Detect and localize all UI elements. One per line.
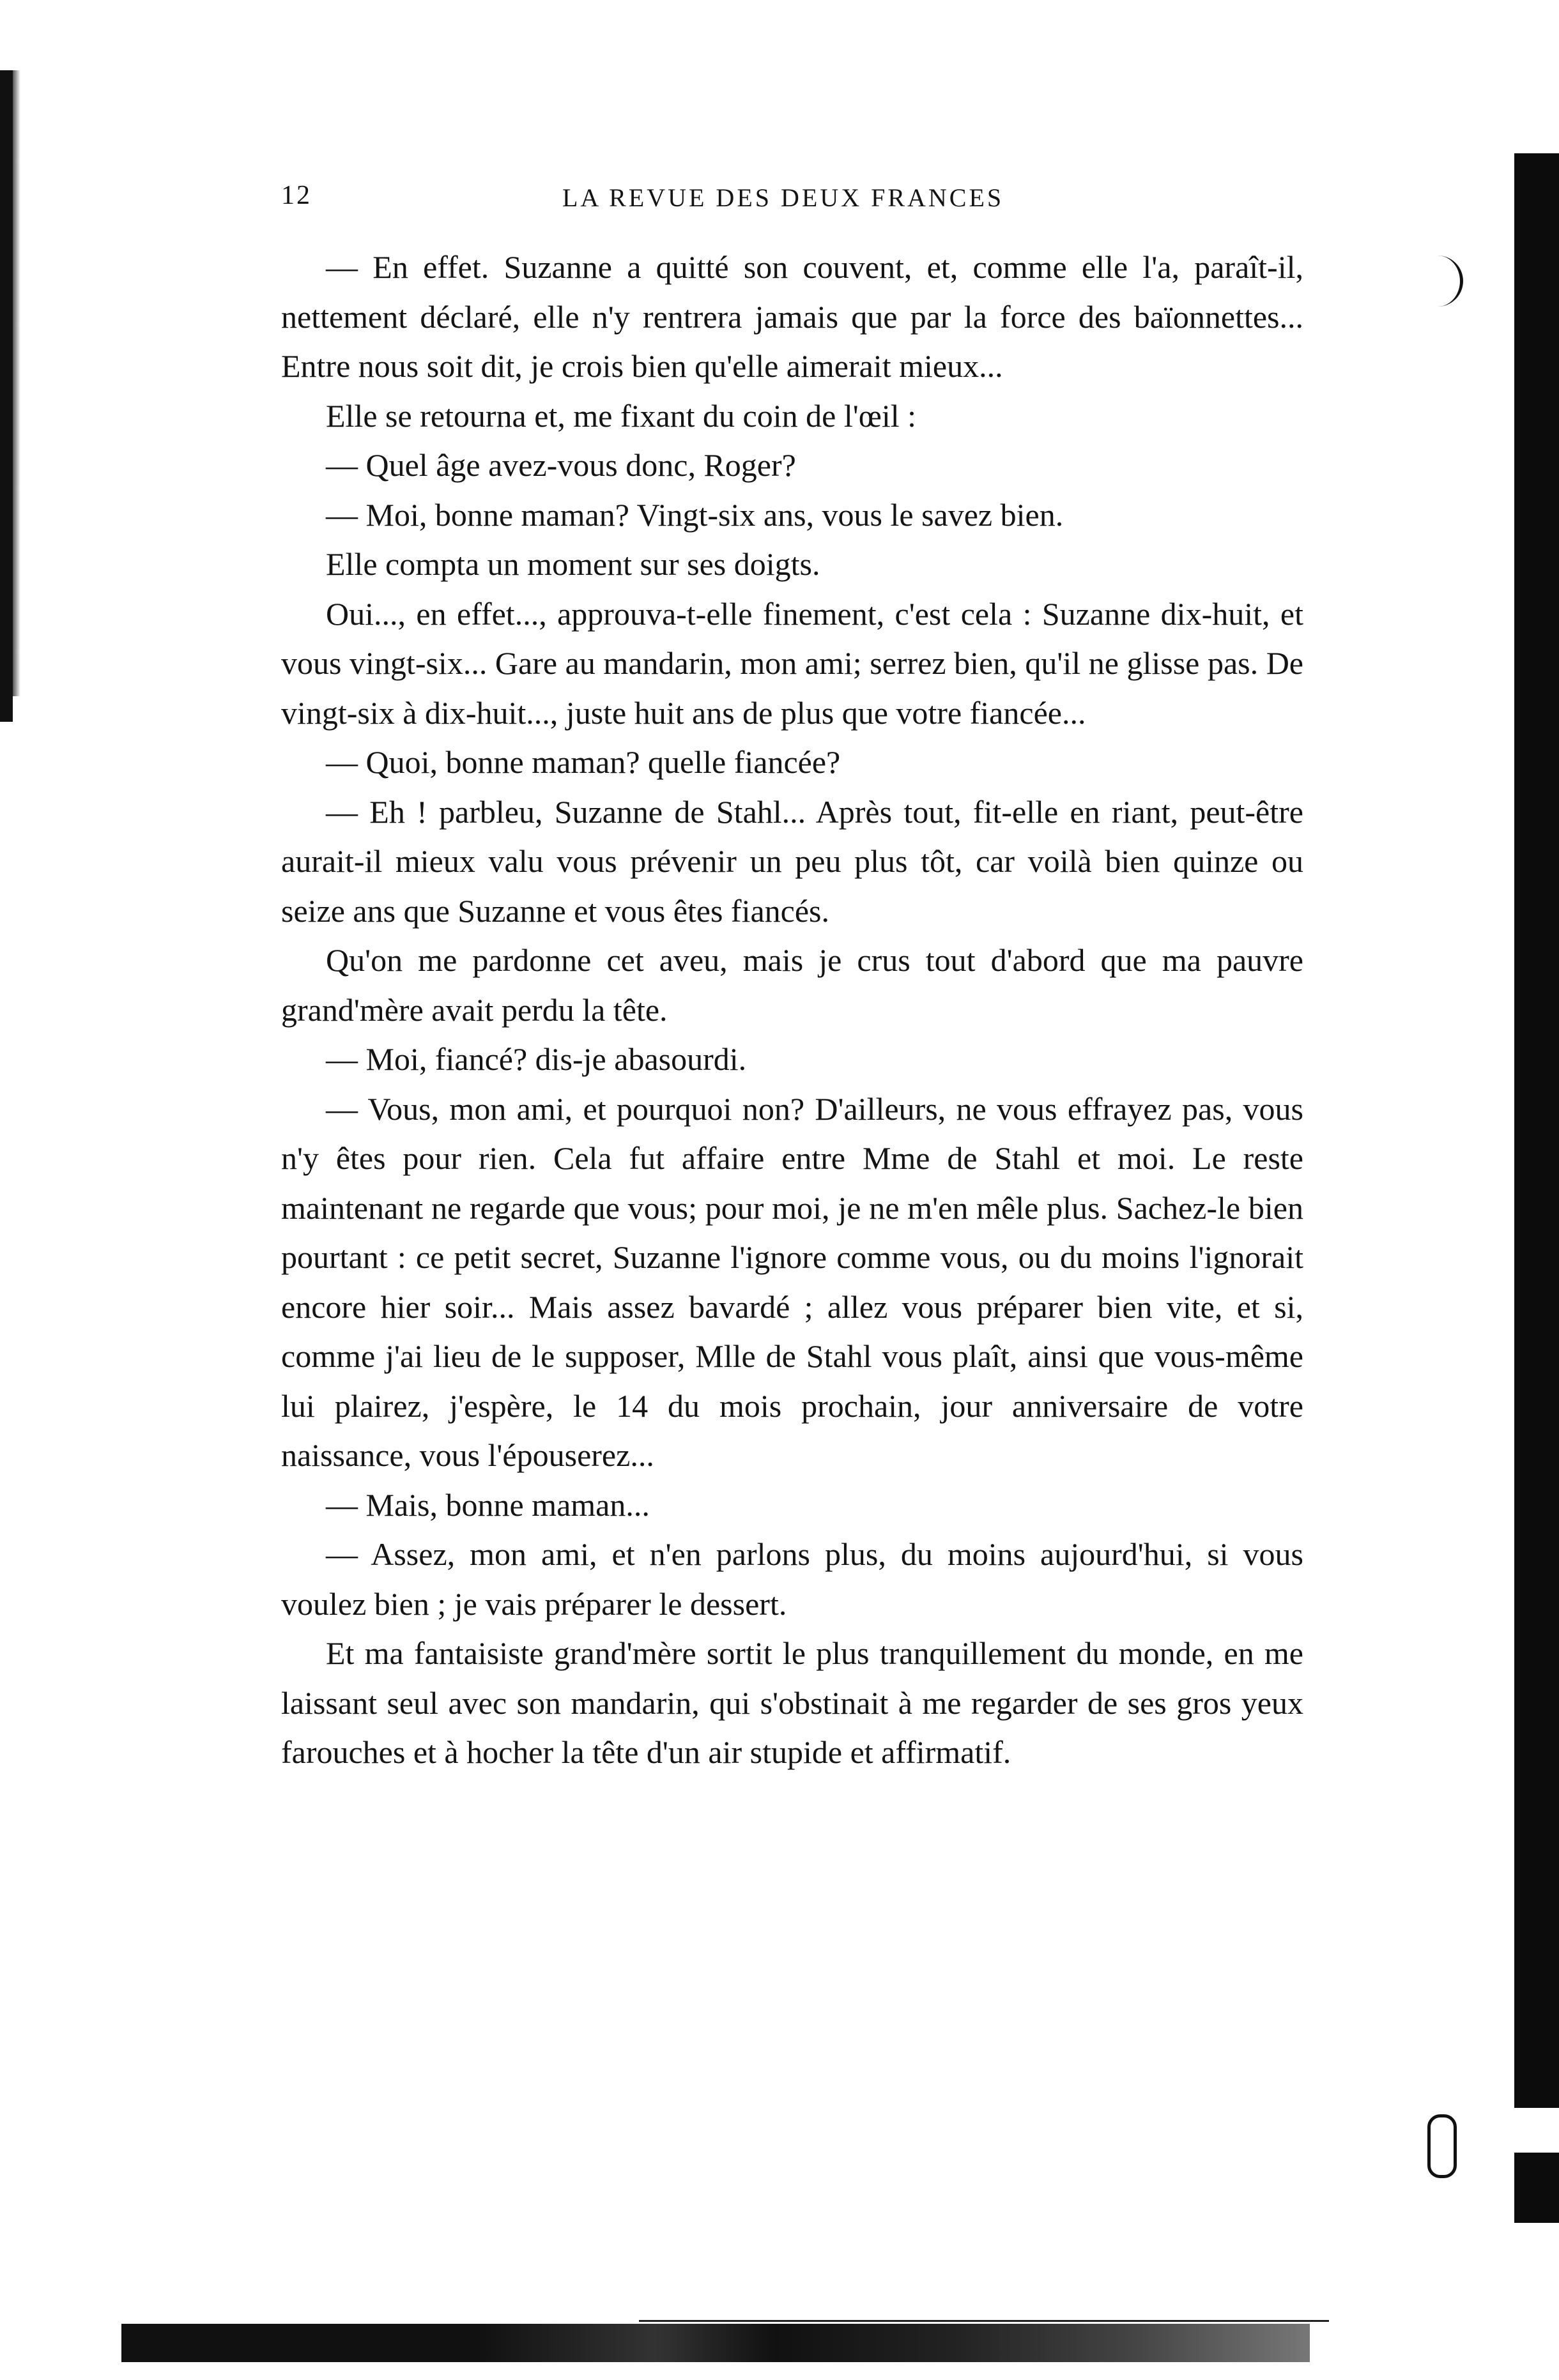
page-number: 12 xyxy=(281,181,312,210)
scan-edge-right xyxy=(1514,153,1559,2223)
paragraph: — Mais, bonne maman... xyxy=(326,1486,650,1523)
margin-bracket-mark xyxy=(1434,256,1463,307)
paragraph: — Quel âge avez-vous donc, Roger? xyxy=(326,447,796,483)
paragraph: — En effet. Suzanne a quitté son couvent, et, comme elle l'a, paraît-il, nettement déclaré, elle n'y rentrera jamais que par la force des baïonnettes... Entre nous soit dit, je crois bien qu'elle aimerait mieux... xyxy=(281,249,1303,384)
running-title: LA REVUE DES DEUX FRANCES xyxy=(562,183,1004,212)
page-header xyxy=(281,180,1303,218)
paragraph: Elle compta un moment sur ses doigts. xyxy=(326,546,820,582)
paragraph: — Assez, mon ami, et n'en parlons plus, du moins aujourd'hui, si vous voulez bien ; je vais préparer le dessert. xyxy=(281,1536,1303,1622)
paragraph: — Eh ! parbleu, Suzanne de Stahl... Après tout, fit-elle en riant, peut-être aurait-il mieux valu vous prévenir un peu plus tôt, car voilà bien quinze ou seize ans que Suzanne et vous êtes fiancés. xyxy=(281,793,1303,929)
scan-edge-right-gap xyxy=(1514,2108,1559,2153)
paragraph: — Quoi, bonne maman? quelle fiancée? xyxy=(326,744,841,780)
scan-edge-left xyxy=(0,70,13,722)
paragraph: — Moi, bonne maman? Vingt-six ans, vous le savez bien. xyxy=(326,496,1064,533)
scan-edge-bottom xyxy=(121,2324,1310,2362)
paragraph: Oui..., en effet..., approuva-t-elle finement, c'est cela : Suzanne dix-huit, et vous vingt-six... Gare au mandarin, mon ami; serrez bien, qu'il ne glisse pas. De vingt-six à dix-huit..., juste huit ans de plus que votre fiancée... xyxy=(281,595,1303,731)
scan-edge-left-shadow xyxy=(13,70,20,696)
page-text xyxy=(281,243,1303,1778)
paragraph: — Moi, fiancé? dis-je abasourdi. xyxy=(326,1041,747,1077)
margin-ink-mark xyxy=(1427,2114,1457,2178)
scan-edge-bottom-line xyxy=(639,2320,1329,2322)
paragraph: — Vous, mon ami, et pourquoi non? D'ailleurs, ne vous effrayez pas, vous n'y êtes pour rien. Cela fut affaire entre Mme de Stahl et moi. Le reste maintenant ne regarde que vous; pour moi, je ne m'en mêle plus. Sachez-le bien pourtant : ce petit secret, Suzanne l'ignore comme vous, ou du moins l'ignorait encore hier soir... Mais assez bavardé ; allez vous préparer bien vite, et si, comme j'ai lieu de le supposer, Mlle de Stahl vous plaît, ainsi que vous-même lui plairez, j'espère, le 14 du mois prochain, jour anniversaire de votre naissance, vous l'épouserez... xyxy=(281,1090,1303,1473)
paragraph: Qu'on me pardonne cet aveu, mais je crus tout d'abord que ma pauvre grand'mère avait perdu la tête. xyxy=(281,942,1303,1028)
paragraph: Et ma fantaisiste grand'mère sortit le plus tranquillement du monde, en me laissant seul avec son mandarin, qui s'obstinait à me regarder de ses gros yeux farouches et à hocher la tête d'un air stupide et affirmatif. xyxy=(281,1635,1303,1770)
paragraph: Elle se retourna et, me fixant du coin de l'œil : xyxy=(326,397,916,434)
